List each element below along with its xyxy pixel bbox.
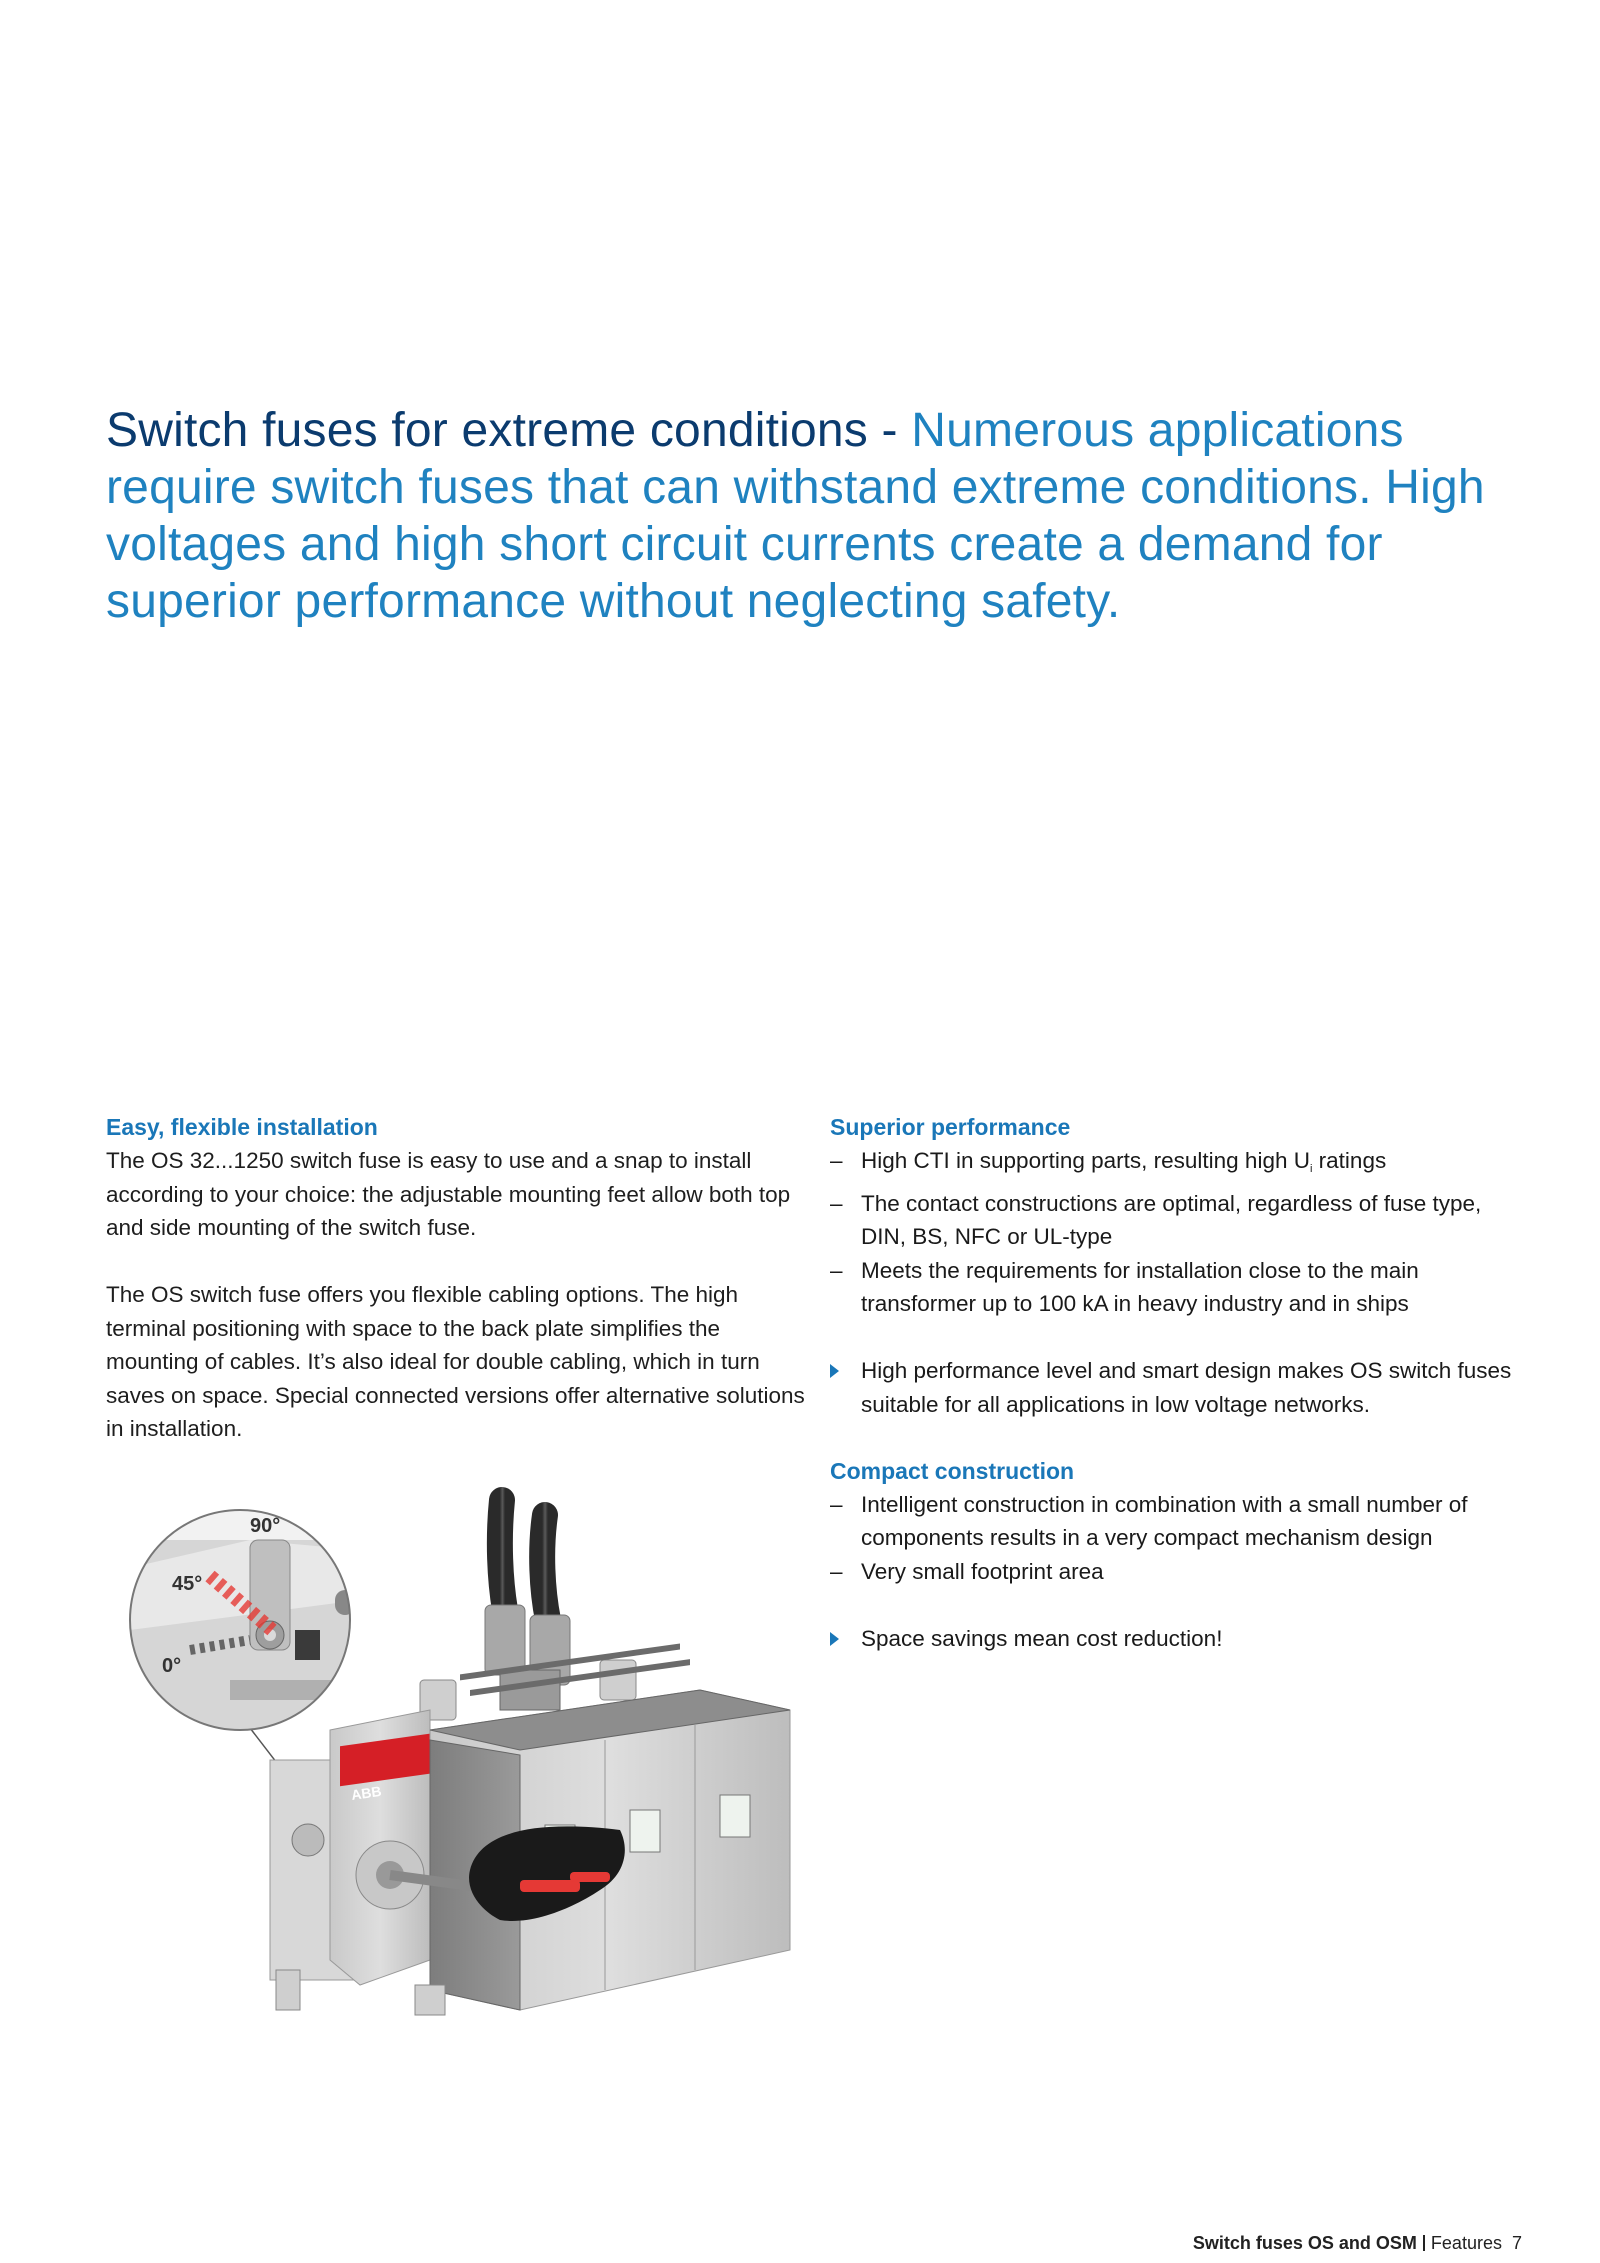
section-heading-compact: Compact construction (830, 1457, 1075, 1484)
list-item (830, 1622, 1530, 1656)
installation-paragraph-1: The OS 32...1250 switch fuse is easy to use and a snap to install according to your choice: the adjustable mounting feet allow both top and side mounting of the switch fuse. (106, 1148, 791, 1240)
abb-logo: ABB (350, 1782, 383, 1803)
list-item-text: The contact constructions are optimal, regardless of fuse type, DIN, BS, NFC or UL-type (861, 1190, 1482, 1249)
angle-label-0: 0° (162, 1655, 182, 1677)
footer-separator (1423, 2235, 1425, 2251)
dash-marker: – (830, 1190, 843, 1216)
list-item-text: Intelligent construction in combination with a small number of components results in a very compact mechanism design (861, 1491, 1468, 1550)
headline-body: Numerous applications require switch fuses that can withstand extreme conditions. High voltages and high short circuit currents create a demand for superior performance without neglecting safety. (106, 404, 1485, 628)
subscript-i: i (1309, 1163, 1313, 1175)
list-item (830, 1354, 1530, 1421)
list-item (830, 1187, 1530, 1254)
page-footer (1193, 2233, 1522, 2254)
list-item (830, 1488, 1530, 1555)
headline-lead: Switch fuses for extreme conditions - (106, 404, 912, 457)
installation-paragraph-2: The OS switch fuse offers you flexible cabling options. The high terminal positioning with space to the back plate simplifies the mounting of cables. It’s also ideal for double cabling, which in turn saves on space. Special connected versions offer alternative solutions in installation. (106, 1282, 805, 1441)
angle-label-90: 90° (250, 1515, 281, 1537)
left-column (106, 1111, 806, 1446)
dash-marker: – (830, 1491, 843, 1517)
list-item-text: High CTI in supporting parts, resulting high U (861, 1148, 1310, 1173)
page-number: 7 (1511, 2233, 1522, 2253)
list-item (830, 1555, 1530, 1589)
compact-highlight (830, 1622, 1530, 1656)
list-item-text: Meets the requirements for installation close to the main transformer up to 100 kA in heavy industry and in ships (861, 1257, 1419, 1316)
section-heading-installation: Easy, flexible installation (106, 1114, 378, 1140)
dash-marker: – (830, 1148, 843, 1173)
list-item-text: Space savings mean cost reduction! (861, 1625, 1223, 1651)
switch-fuse-illustration (100, 1480, 820, 2070)
footer-section: Features (1430, 2233, 1502, 2253)
list-item (830, 1254, 1530, 1321)
section-heading-performance: Superior performance (830, 1114, 1071, 1140)
arrow-bullet-icon (830, 1364, 839, 1378)
list-item-text: High performance level and smart design makes OS switch fuses suitable for all applications in low voltage networks. (861, 1358, 1512, 1417)
list-item (830, 1144, 1530, 1187)
compact-list (830, 1488, 1530, 1589)
detail-magnifier (110, 1510, 370, 1740)
performance-highlight (830, 1354, 1530, 1421)
footer-title: Switch fuses OS and OSM (1192, 2233, 1417, 2253)
dash-marker: – (830, 1257, 843, 1283)
dash-marker: – (830, 1558, 843, 1584)
angle-label-45: 45° (172, 1573, 203, 1595)
arrow-bullet-icon (830, 1632, 839, 1646)
page-headline (106, 402, 1526, 630)
switch-body (270, 1710, 430, 1985)
performance-list (830, 1144, 1530, 1321)
list-item-text: Very small footprint area (861, 1558, 1104, 1584)
right-column (830, 1111, 1530, 1655)
list-item-text: ratings (1312, 1148, 1387, 1173)
